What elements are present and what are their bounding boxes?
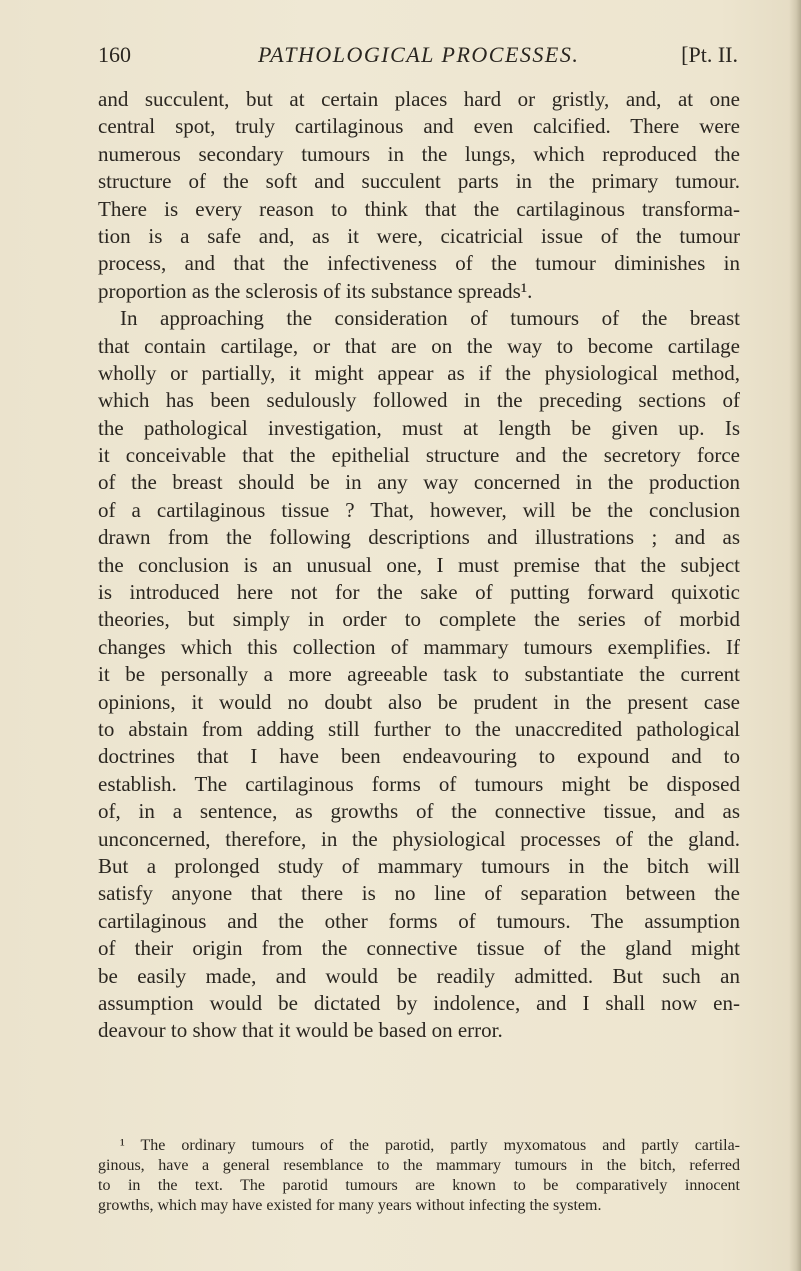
text-line: be easily made, and would be readily admitted. But such an	[98, 963, 740, 988]
text-line: of their origin from the connective tissue of the gland might	[98, 936, 740, 961]
running-header	[98, 42, 738, 74]
text-line: tion is a safe and, as it were, cicatricial issue of the tumour	[98, 223, 740, 248]
text-line: establish. The cartilaginous forms of tumours might be disposed	[98, 771, 740, 796]
text-line: There is every reason to think that the cartilaginous transforma-	[98, 196, 740, 221]
text-line: assumption would be dictated by indolence, and I shall now en-	[98, 990, 740, 1015]
text-line: numerous secondary tumours in the lungs, which reproduced the	[98, 141, 740, 166]
part-label: [Pt. II.	[681, 42, 738, 67]
text-line: of a cartilaginous tissue ? That, however, will be the conclusion	[98, 497, 740, 522]
footnote-line: growths, which may have existed for many years without infecting the system.	[98, 1197, 602, 1214]
footnotes	[98, 1136, 740, 1216]
text-line: process, and that the infectiveness of the tumour diminishes in	[98, 251, 740, 276]
text-line: it conceivable that the epithelial structure and the secretory force	[98, 443, 740, 468]
running-title: PATHOLOGICAL PROCESSES.	[258, 42, 580, 67]
footnote-line: ¹ The ordinary tumours of the parotid, partly myxomatous and partly cartila-	[120, 1137, 740, 1154]
text-line: of the breast should be in any way concerned in the production	[98, 470, 740, 495]
text-line: But a prolonged study of mammary tumours in the bitch will	[98, 853, 740, 878]
text-line: is introduced here not for the sake of putting forward quixotic	[98, 580, 740, 605]
text-line: the conclusion is an unusual one, I must premise that the subject	[98, 552, 740, 577]
text-line: to abstain from adding still further to the unaccredited pathological	[98, 716, 740, 741]
text-line: structure of the soft and succulent parts in the primary tumour.	[98, 169, 740, 194]
text-line: satisfy anyone that there is no line of separation between the	[98, 881, 740, 906]
text-line: which has been sedulously followed in the preceding sections of	[98, 388, 740, 413]
text-line: it be personally a more agreeable task to substantiate the current	[98, 662, 740, 687]
text-line: the pathological investigation, must at length be given up. Is	[98, 415, 740, 440]
text-line: opinions, it would no doubt also be prudent in the present case	[98, 689, 740, 714]
text-line: of, in a sentence, as growths of the connective tissue, and as	[98, 799, 740, 824]
footnote-line: to in the text. The parotid tumours are known to be comparatively innocent	[98, 1177, 740, 1194]
text-line: wholly or partially, it might appear as if the physiological method,	[98, 360, 740, 385]
text-line: changes which this collection of mammary tumours exemplifies. If	[98, 634, 740, 659]
text-line: doctrines that I have been endeavouring to expound and to	[98, 744, 740, 769]
text-line: central spot, truly cartilaginous and even calcified. There were	[98, 114, 740, 139]
page-number: 160	[98, 42, 131, 67]
body-text	[98, 86, 740, 1045]
page-edge-shadow	[789, 0, 801, 1271]
text-line: In approaching the consideration of tumours of the breast	[120, 306, 740, 331]
text-line: proportion as the sclerosis of its substance spreads¹.	[98, 278, 533, 303]
text-line: theories, but simply in order to complete the series of morbid	[98, 607, 740, 632]
text-line: unconcerned, therefore, in the physiological processes of the gland.	[98, 826, 740, 851]
footnote-line: ginous, have a general resemblance to the mammary tumours in the bitch, referred	[98, 1157, 740, 1174]
text-line: cartilaginous and the other forms of tumours. The assumption	[98, 908, 740, 933]
text-line: that contain cartilage, or that are on the way to become cartilage	[98, 333, 740, 358]
text-line: drawn from the following descriptions and illustrations ; and as	[98, 525, 740, 550]
text-line: and succulent, but at certain places hard or gristly, and, at one	[98, 87, 740, 111]
text-line: deavour to show that it would be based on error.	[98, 1018, 503, 1043]
